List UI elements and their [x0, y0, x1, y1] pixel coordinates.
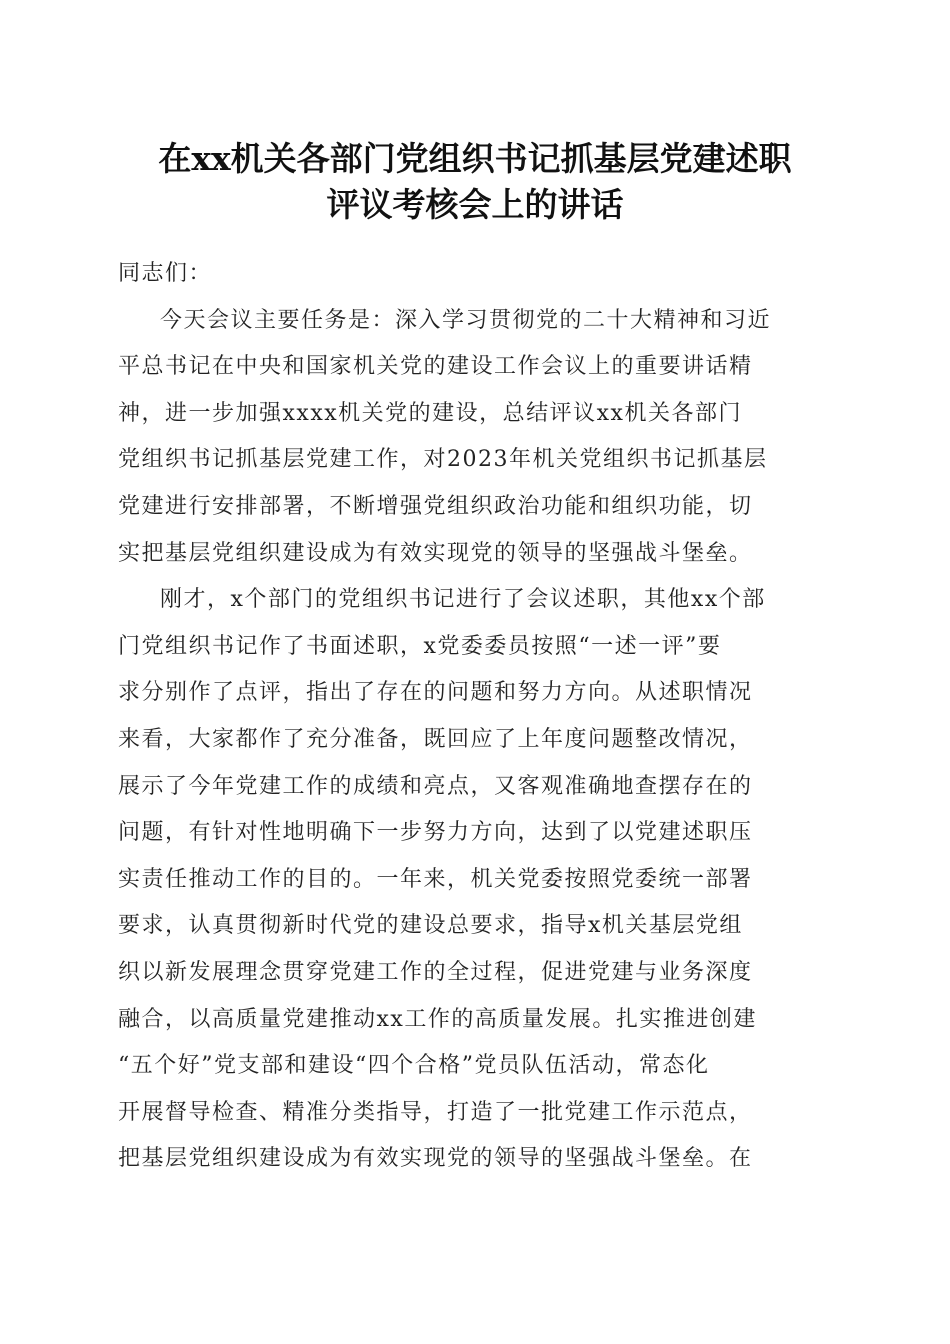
- text-line: 融合，以高质量党建推动xx工作的高质量发展。扎实推进创建: [118, 1006, 757, 1032]
- text-line: 把基层党组织建设成为有效实现党的领导的坚强战斗堡垒。在: [118, 1146, 753, 1172]
- text-line: 要求，认真贯彻新时代党的建设总要求，指导x机关基层党组: [118, 913, 743, 939]
- title-line-2: 评议考核会上的讲话: [326, 185, 624, 224]
- document-body: [118, 251, 838, 1183]
- text-line: 平总书记在中央和国家机关党的建设工作会议上的重要讲话精: [118, 354, 753, 380]
- text-line: 开展督导检查、精准分类指导，打造了一批党建工作示范点，: [118, 1099, 753, 1125]
- text-line: 党建进行安排部署，不断增强党组织政治功能和组织功能，切: [118, 493, 753, 519]
- text-line: 来看，大家都作了充分准备，既回应了上年度问题整改情况，: [118, 726, 753, 752]
- text-line: 门党组织书记作了书面述职，x党委委员按照“一述一评”要: [118, 633, 722, 659]
- salutation: 同志们：: [118, 261, 213, 286]
- text-line: “五个好”党支部和建设“四个合格”党员队伍活动，常态化: [118, 1053, 710, 1079]
- text-line: 问题，有针对性地明确下一步努力方向，达到了以党建述职压: [118, 820, 753, 846]
- text-line: 党组织书记抓基层党建工作，对2023年机关党组织书记抓基层: [118, 447, 768, 473]
- text-line: 展示了今年党建工作的成绩和亮点，又客观准确地查摆存在的: [118, 773, 753, 799]
- paragraph-1: [118, 298, 838, 578]
- text-line: 织以新发展理念贯穿党建工作的全过程，促进党建与业务深度: [118, 959, 753, 985]
- title-line-1: 在xx机关各部门党组织书记抓基层党建述职: [158, 139, 792, 178]
- text-line: 实把基层党组织建设成为有效实现党的领导的坚强战斗堡垒。: [118, 540, 753, 566]
- paragraph-2: [118, 577, 838, 1183]
- text-line: 求分别作了点评，指出了存在的问题和努力方向。从述职情况: [118, 680, 753, 706]
- text-line: 刚才，x个部门的党组织书记进行了会议述职，其他xx个部: [160, 587, 766, 613]
- text-line: 实责任推动工作的目的。一年来，机关党委按照党委统一部署: [118, 866, 753, 892]
- document-title: [80, 136, 870, 228]
- text-line: 神，进一步加强xxxx机关党的建设，总结评议xx机关各部门: [118, 400, 742, 426]
- text-line: 今天会议主要任务是：深入学习贯彻党的二十大精神和习近: [160, 307, 772, 333]
